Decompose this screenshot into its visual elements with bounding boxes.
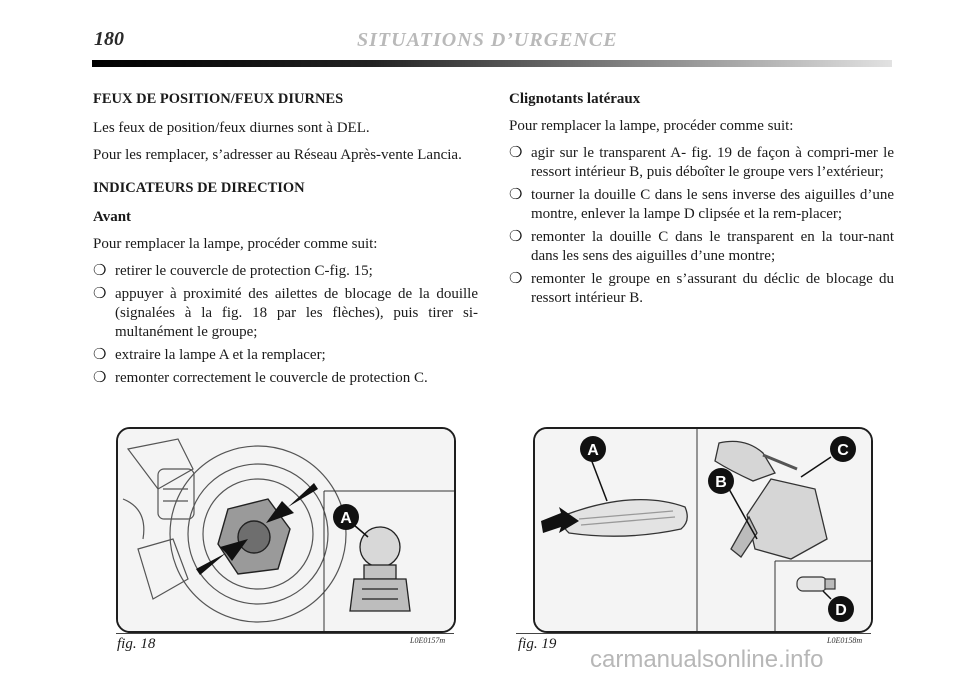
bullet-icon: ❍ xyxy=(509,145,523,161)
header-rule xyxy=(92,60,892,67)
bullet-icon: ❍ xyxy=(509,187,523,203)
bullet-icon: ❍ xyxy=(93,370,107,386)
list-item: ❍ extraire la lampe A et la remplacer; xyxy=(93,347,326,363)
paragraph: Pour remplacer la lampe, procéder comme suit: xyxy=(93,236,378,252)
bullet-icon: ❍ xyxy=(93,263,107,279)
heading-position-lights: FEUX DE POSITION/FEUX DIURNES xyxy=(93,91,344,107)
list-item: ❍ agir sur le transparent A- fig. 19 de façon à compri-mer le ressort intérieur B, puis déboîter le groupe vers l’extérieur; xyxy=(509,145,894,180)
paragraph: Pour remplacer la lampe, procéder comme suit: xyxy=(509,118,794,134)
page-number: 180 xyxy=(94,28,124,50)
list-item: ❍ appuyer à proximité des ailettes de blocage de la douille (signalées à la fig. 18 par les flèches), puis tirer si-multanément le groupe; xyxy=(93,286,478,340)
figure-18-code: L0E0157m xyxy=(410,636,446,645)
watermark: carmanualsonline.info xyxy=(590,646,824,673)
figure-19-code: L0E0158m xyxy=(827,636,863,645)
subheading-side-indicators: Clignotants latéraux xyxy=(509,91,641,107)
list-item: ❍ remonter correctement le couvercle de protection C. xyxy=(93,370,428,386)
svg-text:D: D xyxy=(835,602,847,619)
paragraph: Les feux de position/feux diurnes sont à DEL. xyxy=(93,120,370,136)
list-item: ❍ remonter la douille C dans le transparent en la tour-nant dans les sens des aiguilles d’une montre; xyxy=(509,229,894,264)
callout-label: A xyxy=(340,510,352,527)
figure-rule xyxy=(116,633,454,634)
figure-rule xyxy=(516,633,871,634)
paragraph: Pour les remplacer, s’adresser au Réseau Après-vente Lancia. xyxy=(93,147,462,163)
bullet-icon: ❍ xyxy=(509,271,523,287)
left-column xyxy=(93,90,478,392)
heading-direction-indicators: INDICATEURS DE DIRECTION xyxy=(93,180,305,196)
bullet-icon: ❍ xyxy=(93,286,107,302)
right-column xyxy=(509,90,894,312)
subheading-front: Avant xyxy=(93,209,132,225)
svg-text:C: C xyxy=(837,442,849,459)
figure-19-illustration xyxy=(533,427,873,633)
list-item: ❍ tourner la douille C dans le sens inverse des aiguilles d’une montre, enlever la lampe D clipsée et la rem-placer; xyxy=(509,187,894,222)
svg-text:A: A xyxy=(587,442,599,459)
list-item: ❍ remonter le groupe en s’assurant du déclic de blocage du ressort intérieur B. xyxy=(509,271,894,306)
figure-18-caption: fig. 18 xyxy=(117,636,156,652)
section-title: SITUATIONS D’URGENCE xyxy=(357,29,618,51)
figure-19-caption: fig. 19 xyxy=(518,636,557,652)
bullet-icon: ❍ xyxy=(509,229,523,245)
bullet-icon: ❍ xyxy=(93,347,107,363)
bullet-list xyxy=(509,144,894,308)
figure-18-illustration xyxy=(116,427,456,633)
svg-text:B: B xyxy=(715,474,727,491)
bullet-list xyxy=(93,262,478,388)
list-item: ❍ retirer le couvercle de protection C-fig. 15; xyxy=(93,263,373,279)
